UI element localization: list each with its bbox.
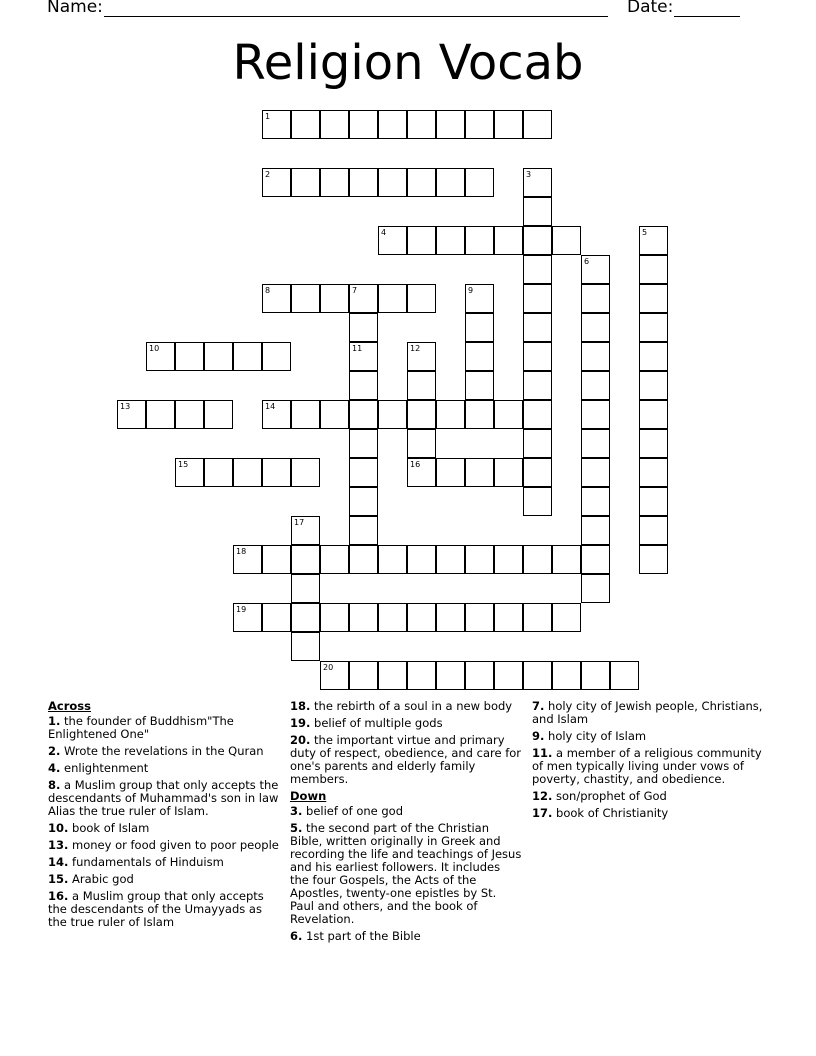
clue-number: 7.	[532, 699, 545, 713]
grid-cell[interactable]	[407, 110, 436, 139]
grid-cell[interactable]	[581, 313, 610, 342]
clue-item	[48, 715, 280, 741]
grid-cell[interactable]	[291, 516, 320, 545]
grid-cell[interactable]	[378, 661, 407, 690]
grid-cell[interactable]	[552, 226, 581, 255]
clue-text: the founder of Buddhism"The Enlightened One"	[48, 714, 234, 741]
clue-number: 1.	[48, 714, 61, 728]
clue-number: 14.	[48, 855, 69, 869]
grid-cell[interactable]	[320, 284, 349, 313]
grid-cell[interactable]	[581, 400, 610, 429]
grid-cell[interactable]	[465, 603, 494, 632]
clue-number: 1	[265, 112, 271, 121]
grid-cell[interactable]	[349, 168, 378, 197]
grid-cell[interactable]	[465, 226, 494, 255]
clue-text: belief of multiple gods	[310, 716, 443, 730]
grid-cell[interactable]	[465, 400, 494, 429]
clue-text: the rebirth of a soul in a new body	[310, 699, 513, 713]
grid-cell[interactable]	[523, 226, 552, 255]
grid-cell[interactable]	[523, 545, 552, 574]
grid-cell[interactable]	[233, 545, 262, 574]
clue-number: 5	[642, 228, 648, 237]
grid-cell[interactable]	[378, 603, 407, 632]
grid-cell[interactable]	[465, 168, 494, 197]
grid-cell[interactable]	[465, 458, 494, 487]
grid-cell[interactable]	[436, 545, 465, 574]
grid-cell[interactable]	[523, 661, 552, 690]
clue-number: 11	[352, 344, 363, 353]
clue-number: 18.	[290, 699, 311, 713]
grid-cell[interactable]	[349, 603, 378, 632]
grid-cell[interactable]	[378, 545, 407, 574]
grid-cell[interactable]	[523, 313, 552, 342]
clue-text: a Muslim group that only accepts the descendants of Muhammad's son in law Alias the true ruler of Islam.	[48, 778, 279, 818]
clue-text: fundamentals of Hinduism	[68, 855, 224, 869]
grid-cell[interactable]	[523, 400, 552, 429]
clue-number: 15	[178, 460, 189, 469]
grid-cell[interactable]	[639, 226, 668, 255]
grid-cell[interactable]	[581, 284, 610, 313]
clue-text: book of Islam	[68, 821, 150, 835]
grid-cell[interactable]	[407, 429, 436, 458]
grid-cell[interactable]	[465, 661, 494, 690]
clue-item	[290, 734, 522, 786]
grid-cell[interactable]	[291, 284, 320, 313]
grid-cell[interactable]	[291, 545, 320, 574]
grid-cell[interactable]	[262, 545, 291, 574]
grid-cell[interactable]	[204, 342, 233, 371]
clue-number: 2.	[48, 744, 61, 758]
grid-cell[interactable]	[349, 516, 378, 545]
grid-cell[interactable]	[552, 603, 581, 632]
grid-cell[interactable]	[291, 458, 320, 487]
clue-number: 15.	[48, 872, 69, 886]
grid-cell[interactable]	[204, 458, 233, 487]
grid-cell[interactable]	[523, 603, 552, 632]
grid-cell[interactable]	[639, 487, 668, 516]
grid-cell[interactable]	[494, 603, 523, 632]
clue-number: 13	[120, 402, 131, 411]
grid-cell[interactable]	[233, 458, 262, 487]
grid-cell[interactable]	[349, 487, 378, 516]
grid-cell[interactable]	[349, 458, 378, 487]
grid-cell[interactable]	[523, 458, 552, 487]
clue-text: a member of a religious community of men typically living under vows of poverty, chastity, and obedience.	[532, 746, 762, 786]
grid-cell[interactable]	[639, 313, 668, 342]
grid-cell[interactable]	[581, 545, 610, 574]
grid-cell[interactable]	[581, 661, 610, 690]
grid-cell[interactable]	[349, 400, 378, 429]
clue-item	[532, 807, 764, 820]
grid-cell[interactable]	[407, 603, 436, 632]
date-label: Date:	[627, 0, 674, 17]
grid-cell[interactable]	[262, 603, 291, 632]
clue-number: 8	[265, 286, 271, 295]
grid-cell[interactable]	[581, 429, 610, 458]
clue-number: 20.	[290, 733, 311, 747]
grid-cell[interactable]	[639, 545, 668, 574]
grid-cell[interactable]	[407, 342, 436, 371]
grid-cell[interactable]	[436, 168, 465, 197]
grid-cell[interactable]	[349, 661, 378, 690]
grid-cell[interactable]	[639, 458, 668, 487]
clue-item	[290, 805, 522, 818]
grid-cell[interactable]	[291, 110, 320, 139]
grid-cell[interactable]	[639, 429, 668, 458]
clue-number: 17	[294, 518, 305, 527]
grid-cell[interactable]	[552, 661, 581, 690]
grid-cell[interactable]	[291, 603, 320, 632]
grid-cell[interactable]	[407, 226, 436, 255]
grid-cell[interactable]	[378, 284, 407, 313]
grid-cell[interactable]	[523, 168, 552, 197]
grid-cell[interactable]	[320, 168, 349, 197]
grid-cell[interactable]	[494, 110, 523, 139]
clue-number: 19.	[290, 716, 311, 730]
grid-cell[interactable]	[523, 110, 552, 139]
grid-cell[interactable]	[465, 342, 494, 371]
grid-cell[interactable]	[465, 545, 494, 574]
grid-cell[interactable]	[494, 226, 523, 255]
grid-cell[interactable]	[494, 661, 523, 690]
grid-cell[interactable]	[291, 168, 320, 197]
grid-cell[interactable]	[639, 400, 668, 429]
clue-item	[290, 822, 522, 926]
clue-item	[290, 930, 522, 943]
grid-cell[interactable]	[407, 168, 436, 197]
grid-cell[interactable]	[349, 284, 378, 313]
grid-cell[interactable]	[262, 458, 291, 487]
grid-cell[interactable]	[639, 371, 668, 400]
grid-cell[interactable]	[407, 400, 436, 429]
grid-cell[interactable]	[581, 487, 610, 516]
grid-cell[interactable]	[407, 661, 436, 690]
grid-cell[interactable]	[146, 400, 175, 429]
grid-cell[interactable]	[639, 284, 668, 313]
grid-cell[interactable]	[378, 400, 407, 429]
grid-cell[interactable]	[639, 516, 668, 545]
grid-cell[interactable]	[523, 197, 552, 226]
clue-text: the second part of the Christian Bible, written originally in Greek and recording the life and teachings of Jesus and his earliest followers. It includes the four Gospels, the Acts of the Apostles, twenty-one epistles by St. Paul and others, and the book of Revelation.	[290, 821, 522, 926]
clue-item	[48, 762, 280, 775]
grid-cell[interactable]	[610, 661, 639, 690]
grid-cell[interactable]	[349, 313, 378, 342]
clue-text: Arabic god	[68, 872, 134, 886]
grid-cell[interactable]	[262, 400, 291, 429]
clue-item	[532, 700, 764, 726]
clue-number: 5.	[290, 821, 303, 835]
grid-cell[interactable]	[407, 458, 436, 487]
grid-cell[interactable]	[436, 400, 465, 429]
grid-cell[interactable]	[523, 255, 552, 284]
clue-number: 6	[584, 257, 590, 266]
grid-cell[interactable]	[349, 545, 378, 574]
grid-cell[interactable]	[494, 400, 523, 429]
grid-cell[interactable]	[262, 110, 291, 139]
clue-item	[48, 822, 280, 835]
grid-cell[interactable]	[262, 342, 291, 371]
clue-text: belief of one god	[302, 804, 404, 818]
grid-cell[interactable]	[349, 371, 378, 400]
clue-number: 18	[236, 547, 247, 556]
grid-cell[interactable]	[465, 371, 494, 400]
clues-column-1	[48, 700, 280, 933]
grid-cell[interactable]	[465, 313, 494, 342]
grid-cell[interactable]	[262, 168, 291, 197]
clue-text: son/prophet of God	[552, 789, 667, 803]
clue-number: 20	[323, 663, 334, 672]
clue-item	[290, 700, 522, 713]
grid-cell[interactable]	[407, 284, 436, 313]
clue-text: holy city of Islam	[544, 729, 647, 743]
name-label: Name:	[47, 0, 103, 17]
grid-cell[interactable]	[436, 603, 465, 632]
grid-cell[interactable]	[523, 284, 552, 313]
grid-cell[interactable]	[436, 661, 465, 690]
clue-number: 12.	[532, 789, 553, 803]
grid-cell[interactable]	[581, 516, 610, 545]
clue-text: money or food given to poor people	[68, 838, 279, 852]
clue-number: 4	[381, 228, 387, 237]
grid-cell[interactable]	[436, 458, 465, 487]
grid-cell[interactable]	[639, 255, 668, 284]
grid-cell[interactable]	[523, 371, 552, 400]
clue-item	[48, 839, 280, 852]
grid-cell[interactable]	[494, 458, 523, 487]
clue-text: 1st part of the Bible	[302, 929, 421, 943]
clue-text: enlightenment	[60, 761, 149, 775]
grid-cell[interactable]	[320, 603, 349, 632]
grid-cell[interactable]	[581, 574, 610, 603]
grid-cell[interactable]	[175, 458, 204, 487]
grid-cell[interactable]	[378, 168, 407, 197]
clue-item	[532, 790, 764, 803]
grid-cell[interactable]	[320, 110, 349, 139]
grid-cell[interactable]	[117, 400, 146, 429]
grid-cell[interactable]	[175, 400, 204, 429]
clue-number: 14	[265, 402, 276, 411]
grid-cell[interactable]	[291, 400, 320, 429]
clue-number: 10	[149, 344, 160, 353]
clue-number: 17.	[532, 806, 553, 820]
clue-number: 9.	[532, 729, 545, 743]
grid-cell[interactable]	[378, 110, 407, 139]
clue-text: the important virtue and primary duty of respect, obedience, and care for one's parents and elderly family members.	[290, 733, 522, 786]
grid-cell[interactable]	[465, 284, 494, 313]
clue-number: 16.	[48, 889, 69, 903]
clue-item	[48, 856, 280, 869]
clue-text: holy city of Jewish people, Christians, and Islam	[532, 699, 763, 726]
grid-cell[interactable]	[233, 342, 262, 371]
grid-cell[interactable]	[262, 284, 291, 313]
clue-number: 8.	[48, 778, 61, 792]
clue-number: 13.	[48, 838, 69, 852]
grid-cell[interactable]	[581, 342, 610, 371]
grid-cell[interactable]	[233, 603, 262, 632]
clue-number: 16	[410, 460, 421, 469]
clue-item	[532, 747, 764, 786]
grid-cell[interactable]	[204, 400, 233, 429]
clues-heading: Down	[290, 789, 327, 803]
clue-number: 19	[236, 605, 247, 614]
grid-cell[interactable]	[552, 545, 581, 574]
grid-cell[interactable]	[320, 545, 349, 574]
grid-cell[interactable]	[407, 545, 436, 574]
grid-cell[interactable]	[436, 226, 465, 255]
grid-cell[interactable]	[523, 429, 552, 458]
clue-number: 10.	[48, 821, 69, 835]
page-title: Religion Vocab	[232, 35, 584, 91]
clues-heading: Across	[48, 699, 91, 713]
grid-cell[interactable]	[349, 110, 378, 139]
clue-text: book of Christianity	[552, 806, 669, 820]
clue-item	[48, 890, 280, 929]
clue-number: 12	[410, 344, 421, 353]
grid-cell[interactable]	[349, 429, 378, 458]
clue-text: a Muslim group that only accepts the descendants of the Umayyads as the true ruler of Islam	[48, 889, 264, 929]
grid-cell[interactable]	[581, 458, 610, 487]
grid-cell[interactable]	[639, 342, 668, 371]
clue-item	[48, 779, 280, 818]
clue-item	[48, 745, 280, 758]
clue-number: 2	[265, 170, 271, 179]
clue-number: 4.	[48, 761, 61, 775]
grid-cell[interactable]	[320, 661, 349, 690]
clue-item	[532, 730, 764, 743]
grid-cell[interactable]	[349, 342, 378, 371]
clue-number: 3	[526, 170, 532, 179]
grid-cell[interactable]	[407, 371, 436, 400]
grid-cell[interactable]	[291, 632, 320, 661]
grid-cell[interactable]	[146, 342, 175, 371]
grid-cell[interactable]	[581, 255, 610, 284]
clue-number: 9	[468, 286, 474, 295]
grid-cell[interactable]	[465, 110, 494, 139]
grid-cell[interactable]	[291, 574, 320, 603]
grid-cell[interactable]	[320, 400, 349, 429]
clue-item	[290, 717, 522, 730]
grid-cell[interactable]	[378, 226, 407, 255]
clue-number: 6.	[290, 929, 303, 943]
grid-cell[interactable]	[581, 371, 610, 400]
grid-cell[interactable]	[175, 342, 204, 371]
clue-number: 7	[352, 286, 358, 295]
grid-cell[interactable]	[523, 487, 552, 516]
grid-cell[interactable]	[494, 545, 523, 574]
clue-item	[48, 873, 280, 886]
grid-cell[interactable]	[436, 110, 465, 139]
clues-column-3	[532, 700, 764, 824]
grid-cell[interactable]	[523, 342, 552, 371]
clue-number: 11.	[532, 746, 553, 760]
clue-text: Wrote the revelations in the Quran	[60, 744, 264, 758]
clue-number: 3.	[290, 804, 303, 818]
clues-column-2	[290, 700, 522, 947]
